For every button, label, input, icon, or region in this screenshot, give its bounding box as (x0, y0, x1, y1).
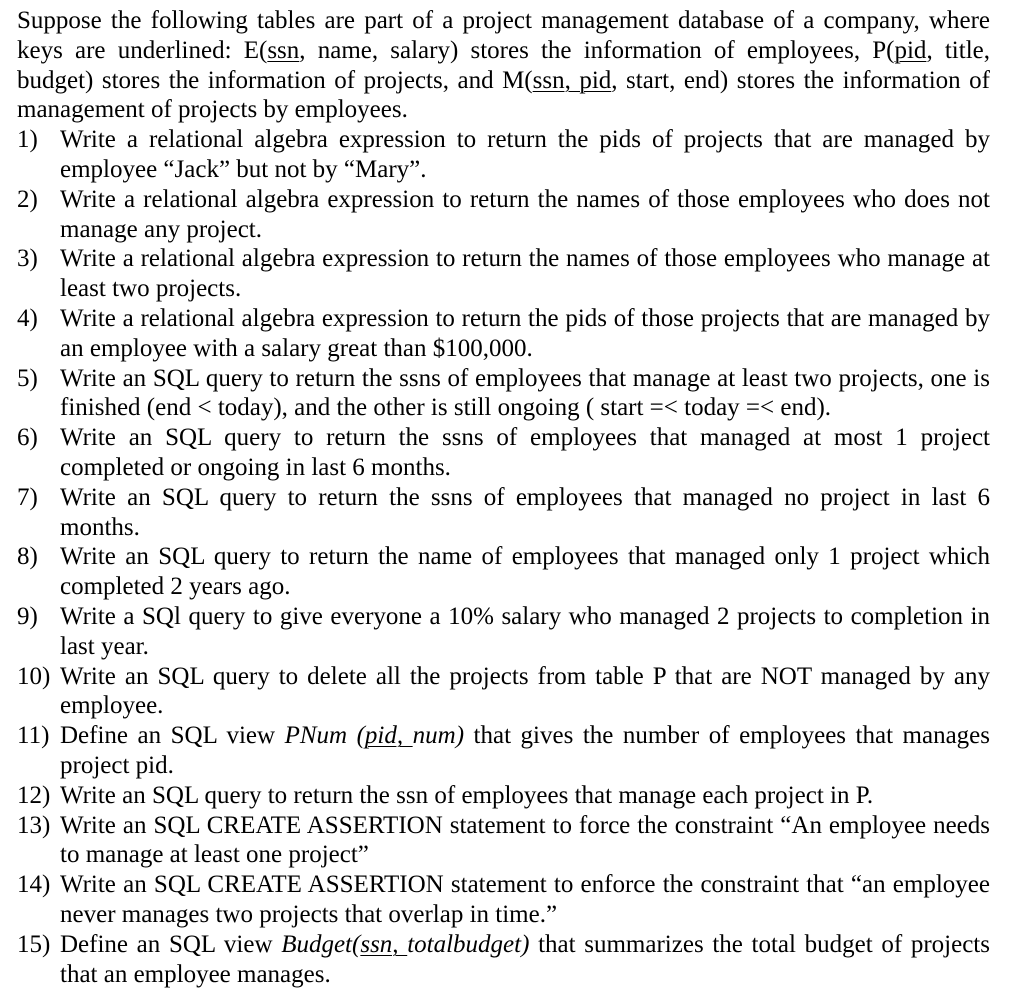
view-columns: totalbudget) (407, 930, 530, 958)
question-item (17, 244, 990, 304)
question-item (17, 721, 997, 781)
question-number: 5) (17, 364, 38, 392)
question-number: 2) (17, 185, 38, 213)
intro-text-3: , title, budget) stores the information of projects, and M( (17, 36, 997, 94)
view-name: PNum (284, 722, 348, 750)
question-number: 14) (17, 871, 51, 899)
question-text: Write a relational algebra expression to return the names of those employees who manage at least two projects. (60, 245, 990, 303)
question-text (60, 722, 996, 779)
question-text: Write an SQL CREATE ASSERTION statement to enforce the constraint that “an employee never manages two projects that overlap in time.” (60, 871, 990, 928)
intro-text-1: Suppose the following tables are part of a project management database of a company, where keys are underlined: E( (17, 7, 997, 64)
question-text: Write an SQL query to return the ssns of employees that managed at most 1 project completed or ongoing in last 6 months. (60, 424, 990, 481)
question-text: Write an SQL query to delete all the projects from table P that are NOT managed by any employee. (60, 662, 990, 720)
question-text: Write an SQL query to return the ssns of employees that manage at least two projects, one is finished (end < today), and the other is still ongoing ( start =< today =< end). (60, 364, 990, 422)
question-item (17, 423, 990, 483)
question-item (17, 185, 990, 245)
management-table-key: ssn, pid (532, 66, 612, 94)
employee-table-key: ssn (267, 36, 300, 64)
view-columns: num) (412, 722, 465, 750)
question-number: 7) (17, 483, 38, 511)
intro-text-4: , start, end) stores the information of management of projects by employees. (17, 66, 997, 124)
question-item (17, 662, 990, 722)
question-item (17, 930, 997, 990)
question-number: 9) (17, 602, 38, 630)
question-text-pre: Define an SQL view (60, 930, 282, 958)
question-text: Write a relational algebra expression to return the pids of those projects that are managed by an employee with a salary great than $100,000. (60, 304, 990, 362)
question-number: 10) (17, 662, 51, 690)
question-text: Write an SQL query to return the ssn of employees that manage each project in P. (60, 781, 874, 809)
question-number: 4) (17, 304, 38, 332)
question-text-pre: Define an SQL view (60, 722, 285, 750)
view-key: pid, (364, 722, 413, 750)
question-list (17, 125, 997, 989)
question-item (17, 542, 990, 602)
question-text: Write a relational algebra expression to return the pids of projects that are managed by employee “Jack” but not by “Mary”. (60, 126, 990, 183)
question-text-post: that gives the number of employees that manages project pid. (60, 722, 997, 779)
question-number: 13) (17, 811, 51, 839)
question-item (17, 364, 990, 424)
question-item (17, 125, 990, 185)
question-item (17, 483, 990, 543)
view-key: ssn, (360, 930, 408, 958)
question-number: 12) (17, 781, 51, 809)
intro-text-2: , name, salary) stores the information of employees, P( (299, 36, 895, 64)
question-number: 15) (17, 930, 51, 958)
question-text-post: that summarizes the total budget of projects that an employee manages. (60, 930, 997, 988)
question-item (17, 811, 990, 871)
view-paren: ( (352, 930, 361, 958)
view-name: Budget (281, 930, 353, 958)
question-number: 1) (17, 126, 38, 154)
question-text (60, 931, 996, 988)
question-item (17, 602, 990, 662)
view-paren: ( (347, 722, 365, 750)
question-item (17, 781, 990, 811)
question-number: 3) (17, 245, 38, 273)
question-item (17, 304, 990, 364)
question-text: Write an SQL query to return the name of employees that managed only 1 project which completed 2 years ago. (60, 543, 990, 601)
question-text: Write an SQL CREATE ASSERTION statement to force the constraint “An employee needs to manage at least one project” (60, 811, 990, 869)
project-table-key: pid (894, 36, 927, 64)
question-text: Write an SQL query to return the ssns of employees that managed no project in last 6 months. (60, 483, 990, 541)
question-item (17, 870, 990, 930)
question-number: 8) (17, 543, 38, 571)
intro-paragraph (17, 6, 997, 125)
question-text: Write a SQl query to give everyone a 10% salary who managed 2 projects to completion in last year. (60, 602, 990, 660)
question-number: 6) (17, 424, 38, 452)
question-number: 11) (17, 722, 50, 750)
question-text: Write a relational algebra expression to return the names of those employees who does not manage any project. (60, 185, 990, 243)
